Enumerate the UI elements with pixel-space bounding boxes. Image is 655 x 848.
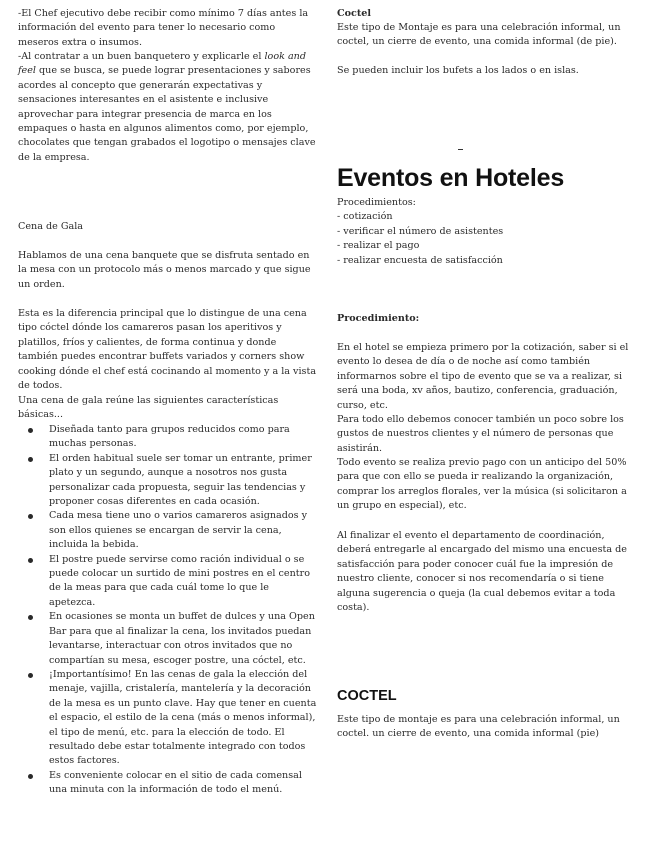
intro-banquetero-paragraph [18,50,318,165]
look-and-feel-emphasis: look and feel [18,51,307,77]
procedimientos-label: Procedimientos: [337,197,416,208]
procedimiento-paragraph-1: En el hotel se empieza primero por la cotización, saber si el evento lo desea de día o de noche así como también informarnos sobre el tipo de evento que se va a realizar, si será una boda, xv años, bautizo, conferencia, graduación, curso, etc. [337,342,629,411]
coctel-small-text: Este tipo de Montaje es para una celebración informal, un coctel, un cierre de evento, una comida informal (de pie). [337,22,621,48]
coctel-small-title: Coctel [337,8,372,19]
gala-paragraph-1: Hablamos de una cena banquete que se disfruta sentado en la mesa con un protocolo más o menos marcado y que sigue un orden. [18,250,311,290]
bullet-icon [28,514,33,519]
list-item: - verificar el número de asistentes [337,225,504,237]
list-item: En ocasiones se monta un buffet de dulces y una Open Bar para que al finalizar la cena, los invitados puedan levantarse, interactuar con otros invitados que no compartían su mesa, escoger postre, una cóctel, etc. [49,610,318,668]
intro-banquetero-suffix: que se busca, se puede lograr presentaciones y sabores acordes al concepto que generarán expectativas y sensaciones interesantes en el asistente e inclusive aprovechar para integrar presencia de marca en los empaques o hasta en algunos alimentos como, por ejemplo, chocolates que tengan grabados el logotipo o mensajes clave de la empresa. [18,65,316,163]
bullet-icon [28,457,33,462]
gala-paragraph-3: Una cena de gala reúne las siguientes características básicas... [18,395,279,421]
bullet-icon [28,673,33,678]
procedimientos-list [337,210,637,268]
divider [458,149,463,150]
gala-section-title: Cena de Gala [18,221,84,232]
gala-features-list [18,423,318,798]
list-item: - realizar encuesta de satisfacción [337,254,503,266]
procedimiento-paragraph-4: Al finalizar el evento el departamento de coordinación, deberá entregarle al encargado del mismo una encuesta de satisfacción para poder conocer cuál fue la impresión de nuestro cliente, conocer si nos recomendaría o si tiene alguna sugerencia o queja (la cual debemos evitar a toda costa). [337,530,627,614]
list-item: - cotización [337,211,393,223]
gala-paragraph-2: Esta es la diferencia principal que lo distingue de una cena tipo cóctel dónde los camareros pasan los aperitivos y platillos, fríos y calientes, de forma continua y donde también puedes encontrar buffets variados y corners show cooking dónde el chef está cocinando al momento y a la vista de todos. [18,308,317,392]
coctel-paragraph: Este tipo de montaje es para una celebración informal, un coctel. un cierre de evento, una comida informal (pie) [337,714,620,740]
coctel-heading: COCTEL [337,688,397,704]
list-item: El orden habitual suele ser tomar un entrante, primer plato y un segundo, aunque a nosotros nos gusta personalizar cada propuesta, seguir las tendencias y proponer cosas diferentes en cada ocasión. [49,452,318,510]
bullet-icon [28,774,33,779]
bullet-icon [28,615,33,620]
list-item: Cada mesa tiene uno o varios camareros asignados y son ellos quienes se encargan de servir la cena, incluida la bebida. [49,509,318,552]
eventos-hoteles-heading: Eventos en Hoteles [337,164,565,192]
list-item: El postre puede servirse como ración individual o se puede colocar un surtido de mini postres en el centro de la meas para que cada cuál tome lo que le apetezca. [49,553,318,611]
list-item: - realizar el pago [337,240,420,252]
list-item: Diseñada tanto para grupos reducidos como para muchas personas. [49,423,318,452]
bullet-icon [28,558,33,563]
bufets-text: Se pueden incluir los bufets a los lados o en islas. [337,65,579,76]
intro-chef-paragraph: -El Chef ejecutivo debe recibir como mínimo 7 días antes la información del evento para tener lo necesario como meseros extra o insumos. [18,8,309,48]
bullet-icon [28,428,33,433]
procedimientos-block [337,196,637,268]
list-item: Es conveniente colocar en el sitio de cada comensal una minuta con la información de todo el menú. [49,769,318,798]
procedimiento-paragraph-2: Para todo ello debemos conocer también un poco sobre los gustos de nuestros clientes y el número de personas que asistirán. [337,414,624,454]
intro-banquetero-prefix: -Al contratar a un buen banquetero y explicarle el [18,51,265,62]
list-item: ¡Importantísimo! En las cenas de gala la elección del menaje, vajilla, cristalería, mantelería y la decoración de la mesa es un punto clave. Hay que tener en cuenta el espacio, el estilo de la cena (más o menos informal), el tipo de menú, etc. para la elección de todo. El resultado debe estar totalmente integrado con todos estos factores. [49,668,318,769]
procedimiento-title: Procedimiento: [337,313,420,324]
procedimiento-paragraph-3: Todo evento se realiza previo pago con un anticipo del 50% para que con ello se pueda ir realizando la organización, comprar los arreglos florales, ver la música (si solicitaron a un grupo en especial), etc. [337,457,627,512]
